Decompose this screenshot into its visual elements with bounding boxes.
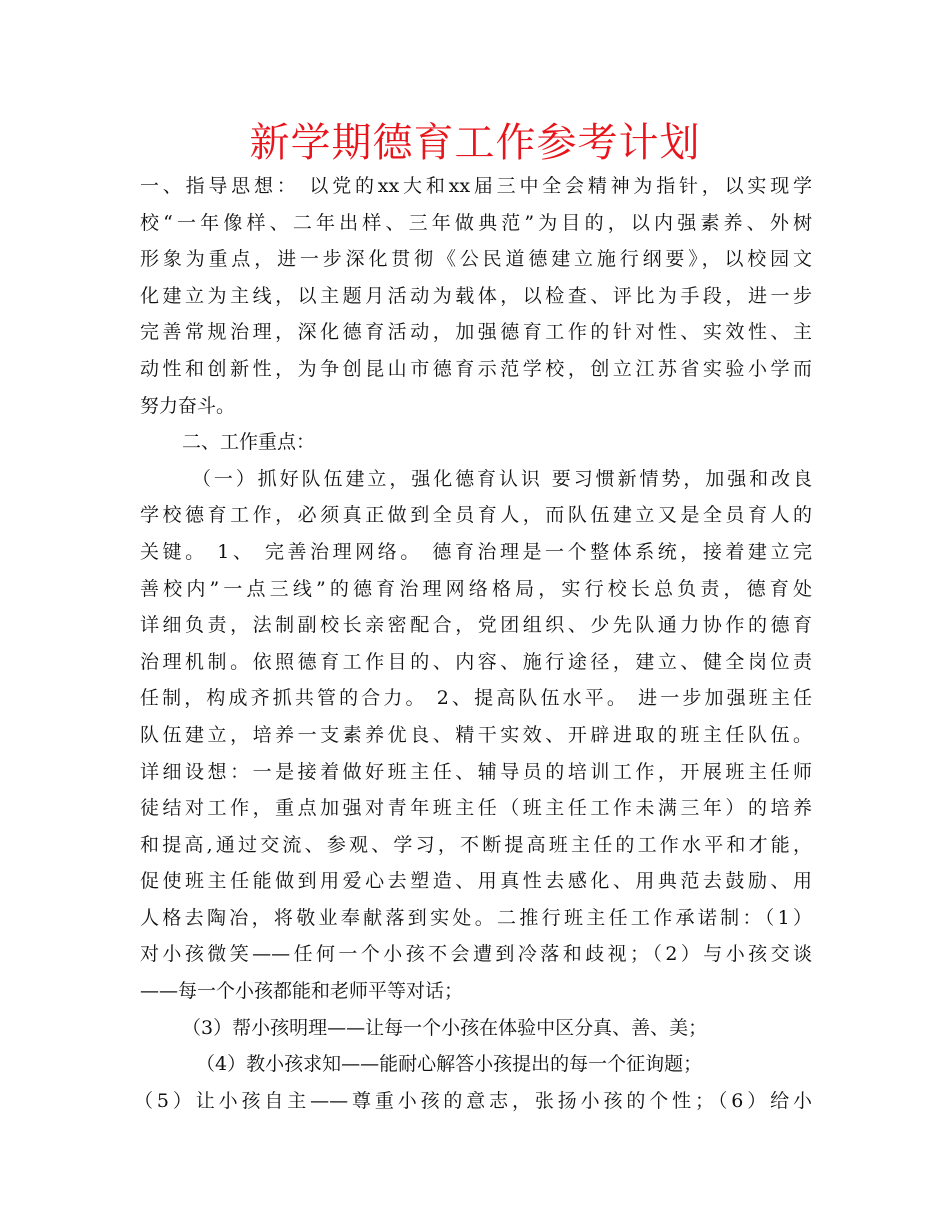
body-line: （3）帮小孩明理——让每一个小孩在体验中区分真、善、美； [182, 1016, 708, 1039]
body-line: 任制，构成齐抓共管的合力。 2、提高队伍水平。 进一步加强班主任 [140, 687, 812, 710]
body-line: 人格去陶冶，将敬业奉献落到实处。二推行班主任工作承诺制：（1） [140, 906, 812, 929]
body-line: 治理机制。依照德育工作目的、内容、施行途径，建立、健全岗位责 [140, 650, 812, 673]
body-line: 对小孩微笑——任何一个小孩不会遭到冷落和歧视；（2）与小孩交谈 [140, 943, 812, 966]
section-heading: 二、工作重点： [182, 431, 316, 454]
body-line: 完善常规治理，深化德育活动，加强德育工作的针对性、实效性、主 [140, 321, 812, 344]
body-line: 促使班主任能做到用爱心去塑造、用真性去感化、用典范去鼓励、用 [140, 870, 812, 893]
body-line: 详细设想：一是接着做好班主任、辅导员的培训工作，开展班主任师 [140, 760, 812, 783]
body-line: 一、指导思想： 以党的xx大和xx届三中全会精神为指针，以实现学 [140, 175, 812, 197]
body-line: 徒结对工作，重点加强对青年班主任（班主任工作未满三年）的培养 [140, 797, 812, 820]
body-line: 善校内”一点三线”的德育治理网络格局，实行校长总负责，德育处 [140, 577, 812, 600]
body-line: 队伍建立，培养一支素养优良、精干实效、开辟进取的班主任队伍。 [140, 723, 812, 746]
body-line: ——每一个小孩都能和老师平等对话； [140, 980, 464, 1003]
body-line: 学校德育工作，必须真正做到全员育人，而队伍建立又是全员育人的 [140, 504, 812, 527]
document-body [134, 168, 812, 1119]
body-line: 校“一年像样、二年出样、三年做典范”为目的，以内强素养、外树 [140, 211, 812, 234]
body-line: 努力奋斗。 [140, 394, 236, 417]
body-line: 化建立为主线，以主题月活动为载体，以检查、评比为手段，进一步 [140, 284, 812, 307]
body-line: （4）教小孩求知——能耐心解答小孩提出的每一个征询题； [196, 1053, 703, 1076]
body-line: （一）抓好队伍建立，强化德育认识 要习惯新情势，加强和改良 [192, 467, 812, 490]
body-line: 详细负责，法制副校长亲密配合，党团组织、少先队通力协作的德育 [140, 614, 812, 637]
body-line: 动性和创新性，为争创昆山市德育示范学校，创立江苏省实验小学而 [140, 357, 812, 380]
body-line: （5）让小孩自主——尊重小孩的意志，张扬小孩的个性；（6）给小 [134, 1089, 812, 1112]
document-title: 新学期德育工作参考计划 [249, 120, 701, 166]
body-line: 形象为重点，进一步深化贯彻《公民道德建立施行纲要》，以校园文 [140, 248, 812, 271]
body-line: 关键。 1、 完善治理网络。 德育治理是一个整体系统，接着建立完 [140, 540, 812, 563]
body-line: 和提高,通过交流、参观、学习，不断提高班主任的工作水平和才能， [140, 833, 812, 856]
